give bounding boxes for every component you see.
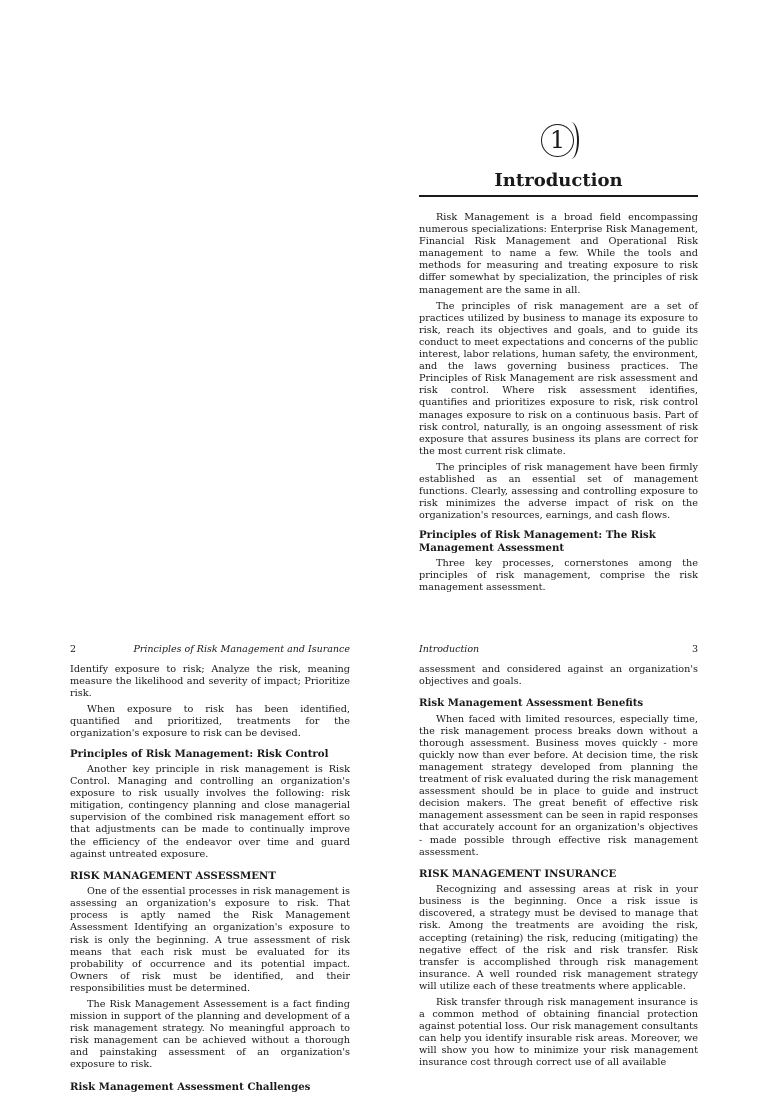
section-heading: Principles of Risk Management: The Risk Management Assessment (419, 529, 656, 554)
page-number: 3 (691, 644, 698, 655)
right-page-body (419, 664, 698, 1070)
section-heading: Risk Management Assessment Challenges (70, 1080, 311, 1093)
paragraph: The principles of risk management are a set of practices utilized by business to manage its exposure to risk, reach its objectives and goals, and to guide its conduct to meet expectations and concerns of the public interest, labor relations, human safety, the environment, and the laws governing business practices. The Principles of Risk Management are risk assessment and risk control. Where risk assessment identifies, quantifies and prioritizes exposure to risk, risk control manages exposure to risk on a continuous basis. Part of risk control, naturally, is an ongoing assessment of risk exposure that assures business its plans are correct for the most current risk climate. (419, 300, 698, 457)
paragraph: Recognizing and assessing areas at risk in your business is the beginning. Once a risk issue is discovered, a strategy must be devised to manage that risk. Among the treatments are avoiding the risk, accepting (retaining) the risk, reducing (mitigating) the negative effect of the risk and risk transfer. Risk transfer is accomplished through risk management insurance. A well rounded risk management strategy will utilize each of these treatments where applicable. (419, 884, 698, 992)
running-head: Principles of Risk Management and Isurance (133, 644, 350, 655)
section-heading: Principles of Risk Management: Risk Control (70, 747, 329, 760)
paragraph: Another key principle in risk management is Risk Control. Managing and controlling an organization's exposure to risk usually involves the following: risk mitigation, contingency planning and close managerial supervision of the combined risk management effort so that adjustments can be made to continually improve the efficiency of the endeavor over time and guard against untreated exposure. (70, 763, 350, 860)
chapter-opening-text (419, 212, 698, 594)
running-head: Introduction (419, 644, 480, 655)
title-rule (419, 195, 698, 197)
paragraph: assessment and considered against an organization's objectives and goals. (419, 664, 698, 688)
paragraph: When faced with limited resources, especially time, the risk management process breaks down without a thorough assessment. Business moves quickly - more quickly now than ever before. At decision time, the risk management strategy developed from planning the treatment of risk evaluated during the risk management assessment should be in place to guide and instruct decision makers. The great benefit of effective risk management assessment can be seen in rapid responses that accurately account for an organization's objectives - made possible through effective risk management assessment. (419, 713, 698, 858)
left-page-body (70, 664, 350, 1097)
paragraph: The principles of risk management have been firmly established as an essential set of management functions. Clearly, assessing and controlling exposure to risk minimizes the adverse impact of risk on the organization's resources, earnings, and cash flows. (419, 461, 698, 522)
paragraph: Identify exposure to risk; Analyze the risk, meaning measure the likelihood and severity of impact; Prioritize risk. (70, 664, 350, 700)
paragraph: Three key processes, cornerstones among the principles of risk management, comprise the risk management assessment. (419, 558, 698, 594)
page-number: 2 (70, 644, 77, 655)
paragraph: When exposure to risk has been identified, quantified and prioritized, treatments for the organization's exposure to risk can be devised. (70, 704, 350, 740)
section-heading: Risk Management Assessment Benefits (419, 697, 644, 710)
paragraph: The Risk Management Assessement is a fact finding mission in support of the planning and development of a risk management strategy. No meaningful approach to risk management can be achieved without a thorough and painstaking assessment of an organization's exposure to risk. (70, 998, 350, 1071)
paragraph: One of the essential processes in risk management is assessing an organization's exposure to risk. That process is aptly named the Risk Management Assessment Identifying an organization's exposure to risk is only the beginning. A true assessment of risk means that each risk must be evaluated for its probability of occurrence and its potential impact. Owners of risk must be identified, and their responsibilities must be determined. (70, 886, 350, 994)
section-heading: RISK MANAGEMENT ASSESSMENT (70, 869, 276, 882)
section-heading: RISK MANAGEMENT INSURANCE (419, 867, 617, 880)
chapter-number: 1 (541, 124, 574, 157)
chapter-title: Introduction (494, 170, 623, 191)
paragraph: Risk transfer through risk management insurance is a common method of obtaining financial protection against potential loss. Our risk management consultants can help you identify insurable risk areas. Moreover, we will show you how to minimize your risk management insurance cost through correct use of all available (419, 996, 698, 1069)
paragraph: Risk Management is a broad field encompassing numerous specializations: Enterprise Risk Management, Financial Risk Management and Operational Risk management to name a few. While the tools and methods for measuring and treating exposure to risk differ somewhat by specialization, the principles of risk management are the same in all. (419, 212, 698, 296)
